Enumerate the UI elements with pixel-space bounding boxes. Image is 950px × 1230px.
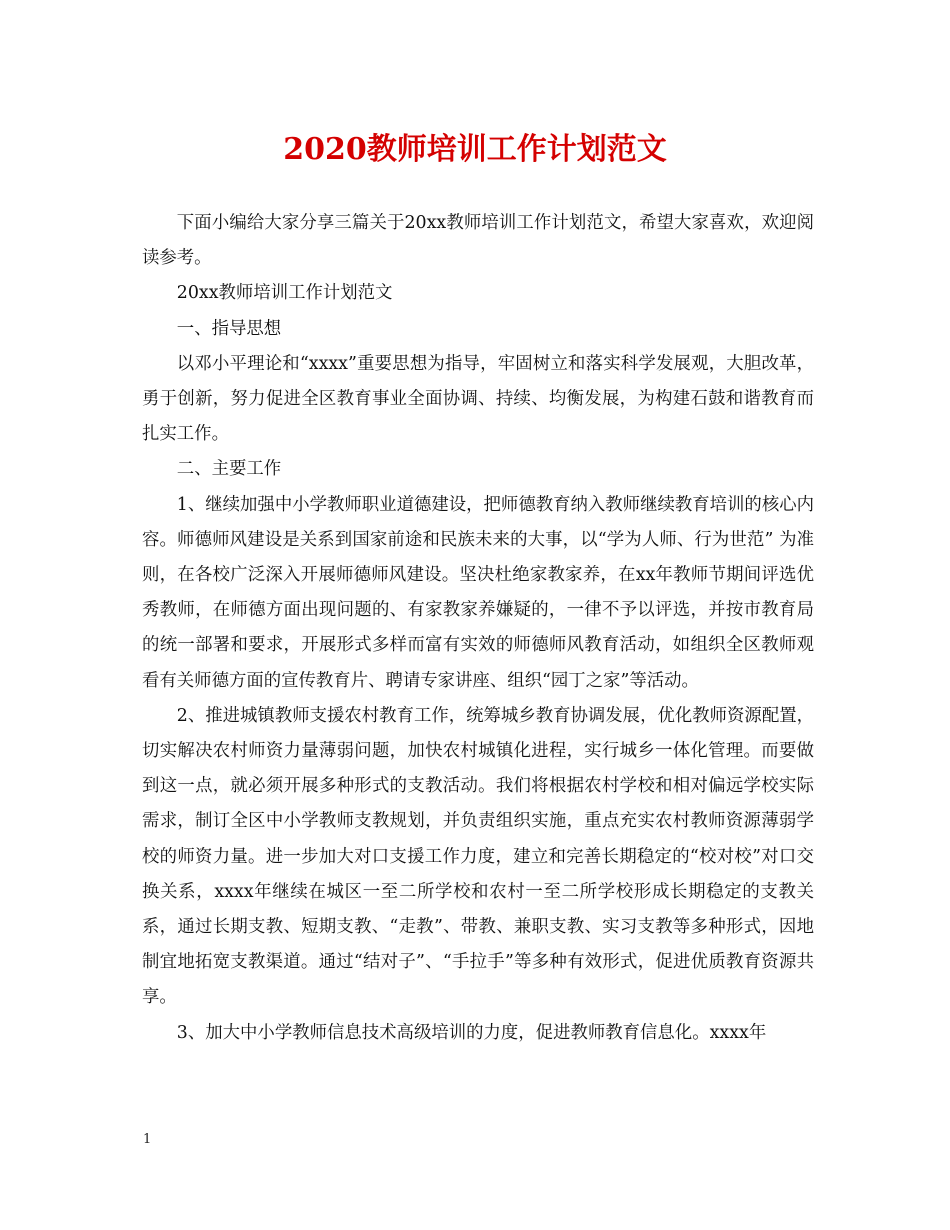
intro-paragraph: 下面小编给大家分享三篇关于20xx教师培训工作计划范文，希望大家喜欢，欢迎阅读参考。: [142, 213, 814, 269]
document-title: 2020教师培训工作计划范文: [283, 132, 667, 167]
section-heading-main-work: 二、主要工作: [176, 459, 282, 480]
main-work-item-2: 2、推进城镇教师支援农村教育工作，统筹城乡教育协调发展，优化教师资源配置，切实解决农村师资力量薄弱问题，加快农村城镇化进程，实行城乡一体化管理。而要做到这一点，就必须开展多种形式的支教活动。我们将根据农村学校和相对偏远学校实际需求，制订全区中小学教师支教规划，并负责组织实施，重点充实农村教师资源薄弱学校的师资力量。进一步加大对口支援工作力度，建立和完善长期稳定的“校对校”对口交换关系，xxxx年继续在城区一至二所学校和农村一至二所学校形成长期稳定的支教关系，通过长期支教、短期支教、“走教”、带教、兼职支教、实习支教等多种形式，因地制宜地拓宽支教渠道。通过“结对子”、“手拉手”等多种有效形式，促进优质教育资源共享。: [142, 705, 814, 1008]
subtitle-paragraph: 20xx教师培训工作计划范文: [176, 283, 393, 304]
main-work-item-3: 3、加大中小学教师信息技术高级培训的力度，促进教师教育信息化。xxxx年: [176, 1022, 767, 1043]
main-work-item-1: 1、继续加强中小学教师职业道德建设，把师德教育纳入教师继续教育培训的核心内容。师德师风建设是关系到国家前途和民族未来的大事，以“学为人师、行为世范” 为准则，在各校广泛深入开展师德师风建设。坚决杜绝家教家养，在xx年教师节期间评选优秀教师，在师德方面出现问题的、有家教家养嫌疑的，一律不予以评选，并按市教育局的统一部署和要求，开展形式多样而富有实效的师德师风教育活动，如组织全区教师观看有关师德方面的宣传教育片、聘请专家讲座、组织“园丁之家”等活动。: [142, 494, 814, 691]
page-number: 1: [143, 1132, 152, 1147]
document-body: [142, 206, 814, 1051]
section-heading-guiding-thought: 一、指导思想: [176, 318, 282, 339]
guiding-thought-paragraph: 以邓小平理论和“xxxx”重要思想为指导，牢固树立和落实科学发展观，大胆改革，勇于创新，努力促进全区教育事业全面协调、持续、均衡发展，为构建石鼓和谐教育而扎实工作。: [142, 353, 814, 445]
